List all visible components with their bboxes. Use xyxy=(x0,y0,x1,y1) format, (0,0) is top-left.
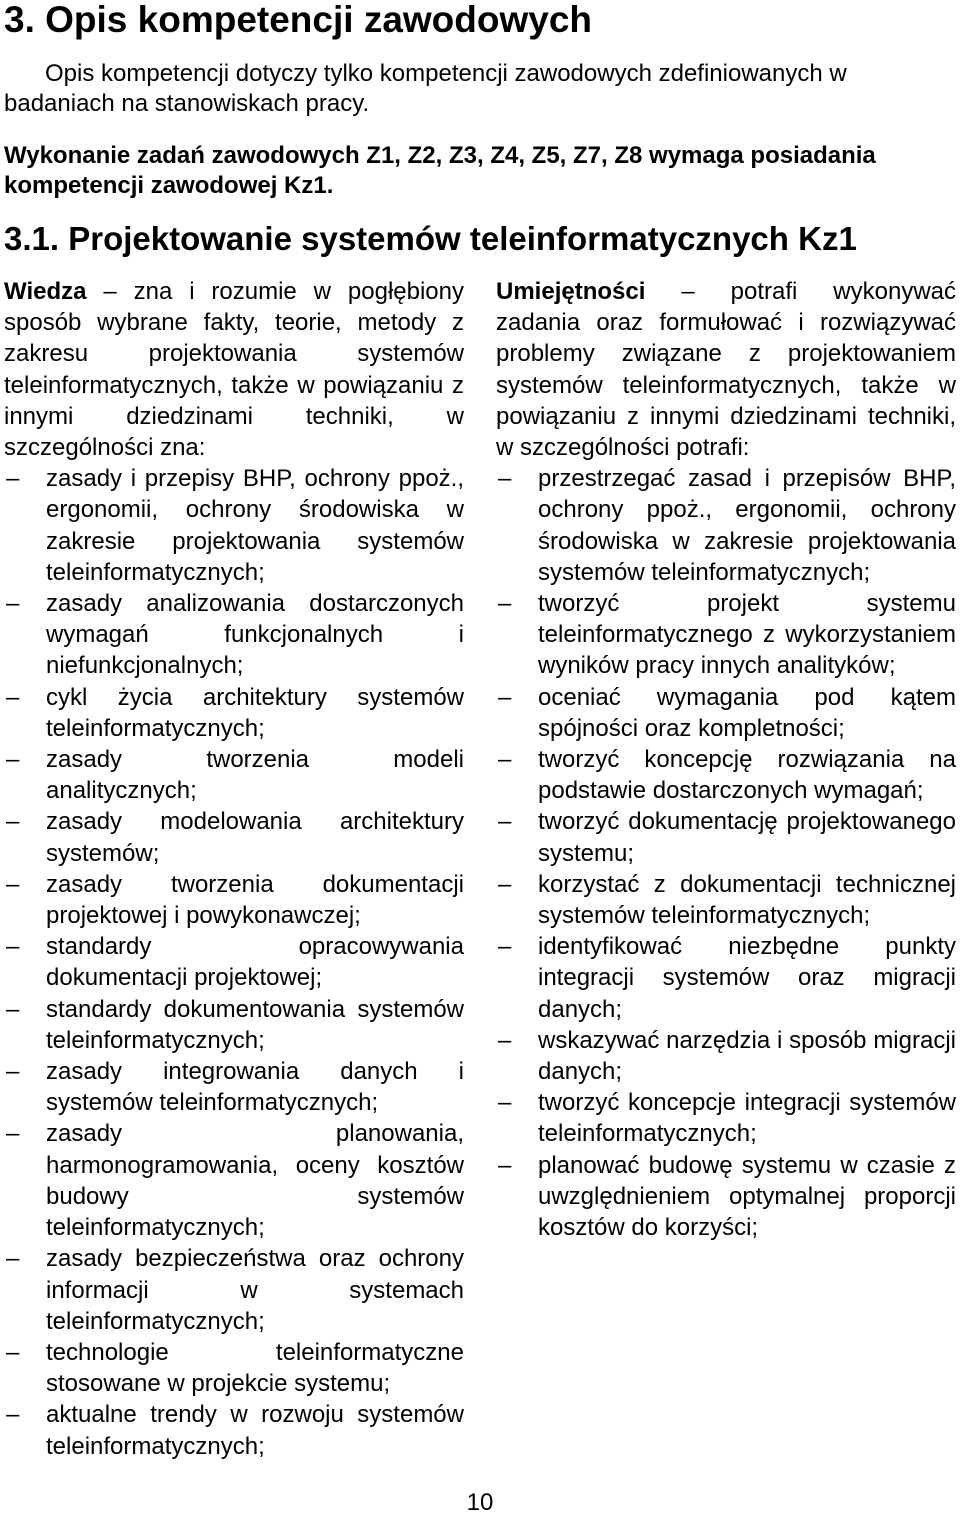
dash-bullet: – xyxy=(498,465,512,493)
list-item-text: zasady analizowania dostarczonych wymagań funkcjonalnych i niefunkcjonalnych; xyxy=(46,590,464,680)
dash-bullet: – xyxy=(498,1089,512,1117)
list-item xyxy=(4,1243,464,1337)
list-item xyxy=(496,682,956,744)
list-item-text: oceniać wymagania pod kątem spójności oraz kompletności; xyxy=(538,683,956,742)
dash-bullet: – xyxy=(6,870,20,898)
list-item xyxy=(4,994,464,1056)
list-item-text: tworzyć projekt systemu teleinformatycznego z wykorzystaniem wyników pracy innych analityków; xyxy=(538,590,956,680)
dash-bullet: – xyxy=(6,746,20,774)
list-item xyxy=(4,1118,464,1243)
list-item xyxy=(4,588,464,682)
list-item xyxy=(4,869,464,931)
list-item xyxy=(4,1399,464,1461)
dash-bullet: – xyxy=(6,683,20,711)
list-item-text: przestrzegać zasad i przepisów BHP, ochrony ppoż., ergonomii, ochrony środowiska w zakresie projektowania systemów teleinformatycznych; xyxy=(538,465,956,586)
dash-bullet: – xyxy=(498,808,512,836)
skills-list xyxy=(496,463,956,1243)
list-item-text: wskazywać narzędzia i sposób migracji danych; xyxy=(538,1026,956,1086)
list-item xyxy=(4,1056,464,1118)
dash-bullet: – xyxy=(6,1058,20,1086)
dash-bullet: – xyxy=(498,590,512,618)
dash-bullet: – xyxy=(498,1026,512,1054)
skills-column xyxy=(496,276,956,1243)
list-item-text: identyfikować niezbędne punkty integracji systemów oraz migracji danych; xyxy=(538,933,956,1023)
list-item-text: cykl życia architektury systemów teleinformatycznych; xyxy=(46,683,464,742)
dash-bullet: – xyxy=(6,1120,20,1148)
list-item-text: tworzyć dokumentację projektowanego systemu; xyxy=(538,808,956,867)
list-item xyxy=(496,463,956,588)
list-item xyxy=(4,931,464,993)
subsection-heading: 3.1. Projektowanie systemów teleinformatycznych Kz1 xyxy=(4,220,857,257)
list-item-text: zasady tworzenia dokumentacji projektowej i powykonawczej; xyxy=(46,870,464,930)
list-item-text: zasady integrowania danych i systemów teleinformatycznych; xyxy=(46,1058,464,1117)
list-item xyxy=(4,682,464,744)
requirement-paragraph: Wykonanie zadań zawodowych Z1, Z2, Z3, Z4, Z5, Z7, Z8 wymaga posiadania kompetencji zawodowej Kz1. xyxy=(4,142,876,199)
dash-bullet: – xyxy=(6,933,20,961)
intro-paragraph: Opis kompetencji dotyczy tylko kompetencji zawodowych zdefiniowanych w badaniach na stanowiskach pracy. xyxy=(4,60,847,117)
list-item-text: zasady modelowania architektury systemów; xyxy=(46,808,464,867)
list-item-text: planować budowę systemu w czasie z uwzględnieniem optymalnej proporcji kosztów do korzyści; xyxy=(538,1151,956,1242)
list-item xyxy=(496,931,956,1025)
list-item-text: zasady planowania, harmonogramowania, oceny kosztów budowy systemów teleinformatycznych; xyxy=(46,1120,464,1242)
list-item-text: technologie teleinformatyczne stosowane w projekcie systemu; xyxy=(46,1338,464,1398)
dash-bullet: – xyxy=(6,590,20,618)
dash-bullet: – xyxy=(6,465,20,493)
skills-lead: – potrafi wykonywać zadania oraz formułować i rozwiązywać problemy związane z projektowaniem systemów teleinformatycznych, także w powiązaniu z innymi dziedzinami techniki, w szczególności potrafi: xyxy=(496,278,956,462)
dash-bullet: – xyxy=(6,1245,20,1273)
knowledge-column xyxy=(4,276,464,1462)
list-item xyxy=(496,744,956,806)
dash-bullet: – xyxy=(498,746,512,774)
skills-intro xyxy=(496,276,956,463)
dash-bullet: – xyxy=(498,1151,512,1179)
dash-bullet: – xyxy=(498,933,512,961)
skills-label: Umiejętności xyxy=(496,278,646,305)
list-item-text: korzystać z dokumentacji technicznej systemów teleinformatycznych; xyxy=(538,870,956,930)
list-item xyxy=(496,1150,956,1244)
dash-bullet: – xyxy=(498,683,512,711)
list-item xyxy=(496,1025,956,1087)
list-item-text: standardy opracowywania dokumentacji projektowej; xyxy=(46,933,464,992)
list-item-text: zasady tworzenia modeli analitycznych; xyxy=(46,746,464,805)
dash-bullet: – xyxy=(6,808,20,836)
list-item-text: zasady bezpieczeństwa oraz ochrony informacji w systemach teleinformatycznych; xyxy=(46,1245,464,1335)
list-item-text: tworzyć koncepcje integracji systemów teleinformatycznych; xyxy=(538,1089,956,1148)
list-item-text: zasady i przepisy BHP, ochrony ppoż., ergonomii, ochrony środowiska w zakresie projektowania systemów teleinformatycznych; xyxy=(46,465,464,586)
list-item-text: tworzyć koncepcję rozwiązania na podstawie dostarczonych wymagań; xyxy=(538,746,956,805)
dash-bullet: – xyxy=(6,995,20,1023)
list-item xyxy=(4,744,464,806)
dash-bullet: – xyxy=(6,1338,20,1366)
knowledge-intro xyxy=(4,276,464,463)
section-heading: 3. Opis kompetencji zawodowych xyxy=(4,0,593,40)
list-item xyxy=(4,463,464,588)
knowledge-list xyxy=(4,463,464,1462)
page-number: 10 xyxy=(466,1489,494,1516)
list-item xyxy=(4,806,464,868)
dash-bullet: – xyxy=(498,870,512,898)
list-item xyxy=(496,588,956,682)
list-item xyxy=(496,806,956,868)
list-item xyxy=(496,1087,956,1149)
list-item xyxy=(4,1337,464,1399)
dash-bullet: – xyxy=(6,1401,20,1429)
list-item-text: aktualne trendy w rozwoju systemów teleinformatycznych; xyxy=(46,1401,464,1460)
list-item xyxy=(496,869,956,931)
knowledge-lead: – zna i rozumie w pogłębiony sposób wybrane fakty, teorie, metody z zakresu projektowania systemów teleinformatycznych, także w powiązaniu z innymi dziedzinami techniki, w szczególności zna: xyxy=(4,278,464,462)
knowledge-label: Wiedza xyxy=(4,278,87,305)
list-item-text: standardy dokumentowania systemów teleinformatycznych; xyxy=(46,995,464,1054)
